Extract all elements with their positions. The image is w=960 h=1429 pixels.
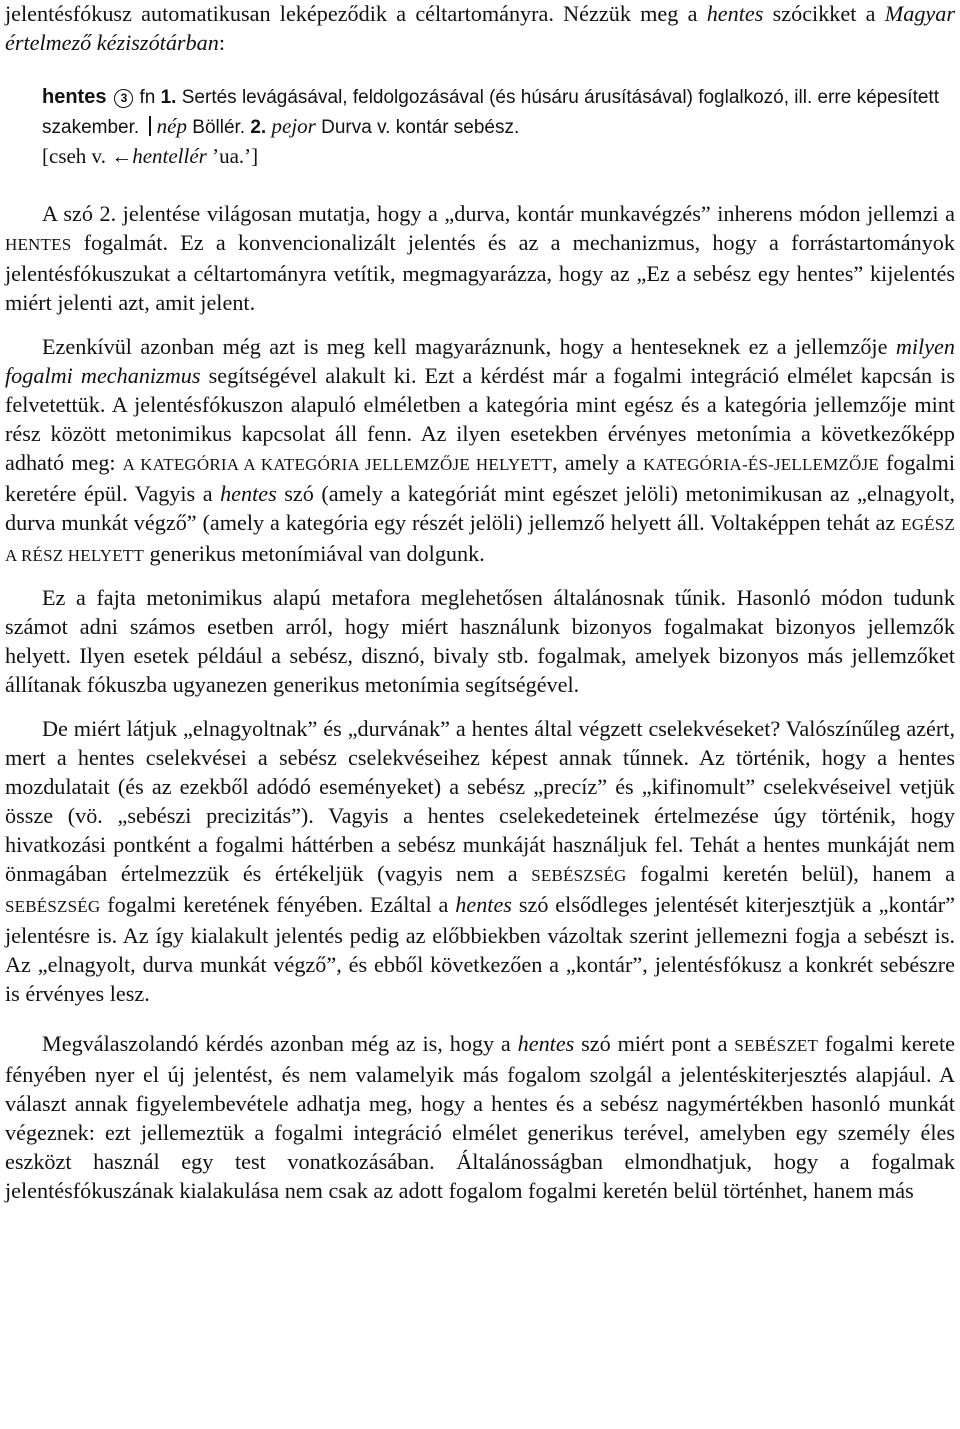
body-text: fogalmi keretén belül), hanem a <box>626 861 955 886</box>
left-arrow-icon: ← <box>111 144 133 168</box>
dictionary-title: Magyar értelmező kéziszótárban <box>5 1 955 55</box>
etymology-text: [cseh v. <box>42 144 112 168</box>
etymology-word: hentellér <box>132 144 207 168</box>
paragraph-3 <box>5 583 955 699</box>
paragraph-4 <box>5 714 955 1008</box>
body-text: szó (amely a kategóriát mint egészet jelöli) metonimikusan az „elnagyolt, durva munkát végző” (amely a kategória egy részét jelöli) jellemző helyett áll. Voltaképpen tehát az <box>5 481 955 535</box>
etymology-text: ’ua.’] <box>206 144 259 168</box>
italic-term: hentes <box>220 481 277 506</box>
document-page <box>5 0 955 1205</box>
paragraph-5 <box>5 1029 955 1205</box>
usage-label: nép <box>156 114 187 138</box>
synonym: Böllér. <box>192 117 246 138</box>
body-text: szó elsődleges jelentését kiterjesztjük a „kontár” jelentésre is. Az így kialakult jelentés pedig az előbbiekben vázoltak szerint jellemezni fogja a sebészt is. Az „elnagyolt, durva munkát végző”, és ebből következően a „kontár”, jelentésfókusz a konkrét sebészre is érvényes lesz. <box>5 892 955 1006</box>
sense-text: Sertés levágásával, feldolgozásával (és húsáru árusításával) foglalkozó, ill. erre képesített szakember. <box>42 87 939 138</box>
body-text: Megválaszolandó kérdés azonban még az is, hogy a <box>42 1031 518 1056</box>
body-text: szó miért pont a <box>574 1031 735 1056</box>
dictionary-entry <box>5 83 955 172</box>
paragraph-2 <box>5 332 955 570</box>
body-text: fogalmi keretének fényében. Ezáltal a <box>100 892 456 917</box>
italic-term: hentes <box>517 1031 575 1056</box>
intro-paragraph <box>5 0 955 57</box>
small-caps-term: KATEGÓRIA-ÉS-JELLEMZŐJE <box>642 455 879 474</box>
entry-pos: fn <box>139 87 156 108</box>
small-caps-term: SEBÉSZET <box>734 1036 819 1055</box>
body-text: segítségével alakult ki. Ezt a kérdést már a fogalmi integráció elmélet kapcsán is felvetettük. A jelentésfókuszon alapuló elméletben a kategória mint egész és a kategória jellemzője mint rész között metonimikus kapcsolat áll fenn. Az ilyen esetekben érvényes metonímia a következőképp adható meg: <box>5 363 955 475</box>
circled-number-icon: 3 <box>114 89 133 108</box>
intro-text: jelentésfókusz automatikusan leképeződik a céltartományra. Nézzük meg a <box>5 1 707 26</box>
body-text: A szó 2. jelentése világosan mutatja, hogy a „durva, kontár munkavégzés” inherens módon jellemzi a <box>42 201 955 226</box>
small-caps-term: SEBÉSZSÉG <box>531 866 627 885</box>
body-text: De miért látjuk „elnagyoltnak” és „durvának” a hentes által végzett cselekvéseket? Valószínűleg azért, mert a hentes cselekvései a sebész cselekvéseihez képest annak tűnnek. Az történik, hogy a hentes mozdulatait (és az ezekből adódó eseményeket) a sebész „precíz” és „kifinomult” cselekvéseivel vetjük össze (vö. „sebészi precizitás”). Vagyis a hentes cselekedeteinek értelmezése úgy történik, hogy hivatkozási pontként a fogalmi háttérben a sebész munkáját használjuk fel. Tehát a hentes munkáját nem önmagában értelmezzük és értékeljük (vagyis nem a <box>5 716 955 886</box>
body-text: generikus metonímiával van dolgunk. <box>143 541 485 566</box>
intro-text: szócikket a <box>763 1 885 26</box>
sense-number: 1. <box>160 87 177 108</box>
italic-term: milyen fogalmi mechanizmus <box>5 334 955 388</box>
small-caps-term: A KATEGÓRIA A KATEGÓRIA JELLEMZŐJE HELYETT <box>122 455 553 474</box>
body-text: Ezenkívül azonban még azt is meg kell magyaráznunk, hogy a henteseknek ez a jellemzője <box>42 334 896 359</box>
body-text: Ez a fajta metonimikus alapú metafora meglehetősen általánosnak tűnik. Hasonló módon tudunk számot adni számos esetben arról, hogy miért használunk bizonyos fogalmakat bizonyos jellemzők helyett. Ilyen esetek például a sebész, disznó, bivaly stb. fogalmak, amelyek bizonyos más jellemzőket állítanak fókuszba ugyanezen generikus metonímia segítségével. <box>5 585 955 697</box>
small-caps-term: EGÉSZ A RÉSZ HELYETT <box>5 515 955 565</box>
sense-text: Durva v. kontár sebész. <box>321 117 520 138</box>
body-text: fogalmi kerete fényében nyer el új jelentést, és nem valamelyik más fogalom szolgál a jelentéskiterjesztés alapjául. A választ annak figyelembevétele adhatja meg, hogy a hentes és a sebész nagymértékben hasonló munkát végeznek: ezt jellemeztük a fogalmi integráció elmélet generikus terével, amelyben egy személy éles eszközt használ egy test vonatkozásában. Általánosságban elmondhatjuk, hogy a fogalmak jelentésfókuszának kialakulása nem csak az adott fogalom fogalmi keretén belül történhet, hanem más <box>5 1031 955 1203</box>
entry-headword: hentes <box>42 86 107 108</box>
intro-text: : <box>218 30 226 55</box>
small-caps-term: SEBÉSZSÉG <box>5 897 101 916</box>
italic-term: hentes <box>455 892 512 917</box>
paragraph-1 <box>5 199 955 317</box>
small-caps-term: HENTES <box>5 235 72 254</box>
separator-bar-icon <box>149 116 151 136</box>
body-text: fogalmát. Ez a konvencionalizált jelentés és az a mechanizmus, hogy a forrástartományok jelentésfókuszukat a céltartományra vetítik, megmagyarázza, hogy az „Ez a sebész egy hentes” kijelentés miért jelenti azt, amit jelent. <box>5 230 955 315</box>
sense-number: 2. <box>250 117 267 138</box>
body-text: fogalmi keretére épül. Vagyis a <box>5 450 955 506</box>
intro-term: hentes <box>706 1 764 26</box>
usage-label: pejor <box>271 114 316 138</box>
body-text: , amely a <box>552 450 643 475</box>
